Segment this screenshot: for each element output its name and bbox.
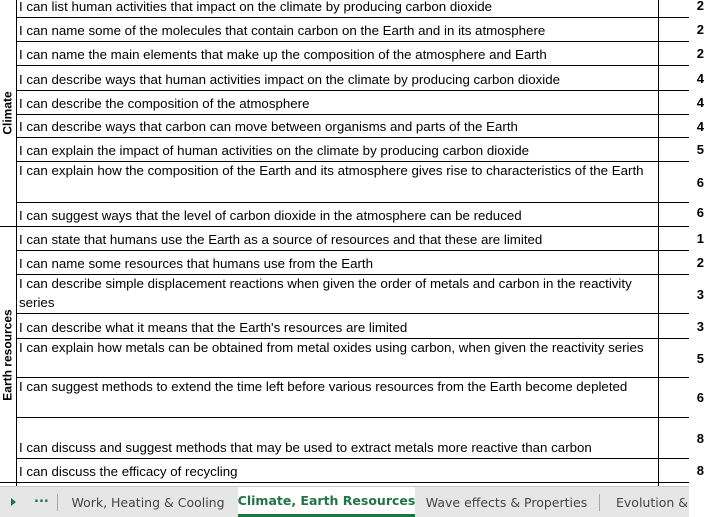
table-row[interactable]: [16, 0, 704, 18]
table-row[interactable]: [16, 203, 704, 227]
table-row[interactable]: [16, 314, 704, 339]
group-label-text: Climate: [1, 91, 16, 135]
statement-cell[interactable]: I can describe ways that human activities impact on the climate by producing carbon dioxide: [19, 72, 561, 87]
table-row[interactable]: [16, 275, 704, 314]
table-row[interactable]: [16, 66, 704, 91]
group-separator: [0, 482, 16, 483]
statement-cell[interactable]: I can name the main elements that make up the composition of the atmosphere and Earth: [19, 47, 547, 62]
tab-climate-earth-resources[interactable]: Climate, Earth Resources: [238, 487, 415, 517]
statement-cell[interactable]: I can list human activities that impact on the climate by producing carbon dioxide: [19, 0, 493, 14]
level-cell[interactable]: 2: [696, 46, 704, 61]
statement-cell[interactable]: I can describe the composition of the atmosphere: [19, 96, 310, 111]
level-cell[interactable]: 5: [696, 142, 704, 157]
table-row[interactable]: [16, 91, 704, 115]
more-tabs-button[interactable]: ...: [34, 491, 49, 506]
table-row[interactable]: [16, 18, 704, 42]
tab-evolution[interactable]: Evolution &: [616, 494, 689, 510]
level-cell[interactable]: 8: [696, 430, 704, 446]
level-cell[interactable]: 5: [696, 350, 704, 366]
statement-cell[interactable]: I can name some resources that humans use from the Earth: [19, 256, 374, 271]
level-cell[interactable]: 1: [696, 231, 704, 246]
group-label-climate: [0, 0, 16, 226]
level-cell[interactable]: 4: [696, 118, 704, 134]
level-cell[interactable]: 2: [696, 255, 704, 270]
table-row[interactable]: [16, 339, 704, 378]
level-cell[interactable]: 3: [696, 286, 704, 302]
level-cell[interactable]: 2: [696, 22, 704, 37]
statement-cell[interactable]: I can explain how metals can be obtained from metal oxides using carbon, when given the reactivity series: [19, 340, 644, 355]
level-cell[interactable]: 8: [696, 463, 704, 478]
level-cell[interactable]: 2: [696, 0, 704, 13]
statement-cell[interactable]: I can suggest methods to extend the time left before various resources from the Earth become depleted: [19, 379, 628, 394]
scroll-tabs-right-icon[interactable]: [11, 498, 16, 506]
level-cell[interactable]: 4: [696, 95, 704, 110]
level-cell[interactable]: 6: [696, 390, 704, 405]
table-row[interactable]: [16, 162, 704, 203]
statement-cell[interactable]: I can suggest ways that the level of carbon dioxide in the atmosphere can be reduced: [19, 208, 522, 223]
level-cell[interactable]: 4: [696, 70, 704, 86]
tab-work-heating-cooling[interactable]: Work, Heating & Cooling: [71, 494, 225, 510]
level-cell[interactable]: 3: [696, 318, 704, 334]
table-row[interactable]: [16, 42, 704, 66]
table-row[interactable]: [16, 459, 704, 483]
table-row[interactable]: [16, 138, 704, 162]
group-label-text: Earth resources: [1, 308, 16, 401]
statement-cell[interactable]: I can describe ways that carbon can move between organisms and parts of the Earth: [19, 119, 518, 134]
statement-cell[interactable]: I can describe what it means that the Earth's resources are limited: [19, 320, 408, 335]
level-cell[interactable]: 6: [696, 174, 704, 190]
group-label-earth-resources: [0, 227, 16, 482]
statement-cell[interactable]: I can explain the impact of human activities on the climate by producing carbon dioxide: [19, 143, 530, 158]
sheet-tab-bar: [0, 486, 689, 517]
table-row[interactable]: [16, 227, 704, 251]
tab-wave-effects-properties[interactable]: Wave effects & Properties: [425, 494, 588, 510]
statement-cell[interactable]: I can describe simple displacement reactions when given the order of metals and carbon in the reactivity series: [19, 276, 632, 310]
statement-cell[interactable]: I can discuss the efficacy of recycling: [19, 464, 238, 479]
statement-cell[interactable]: I can explain how the composition of the Earth and its atmosphere gives rise to characteristics of the Earth: [19, 163, 644, 178]
statement-cell[interactable]: I can discuss and suggest methods that may be used to extract metals more reactive than carbon: [19, 440, 592, 455]
table-row[interactable]: [16, 418, 704, 459]
table-row[interactable]: [16, 251, 704, 275]
statement-cell[interactable]: I can state that humans use the Earth as a source of resources and that these are limited: [19, 232, 543, 247]
level-cell[interactable]: 6: [696, 205, 704, 220]
table-row[interactable]: [16, 115, 704, 138]
statement-cell[interactable]: I can name some of the molecules that contain carbon on the Earth and in its atmosphere: [19, 23, 546, 38]
table-row[interactable]: [16, 378, 704, 418]
